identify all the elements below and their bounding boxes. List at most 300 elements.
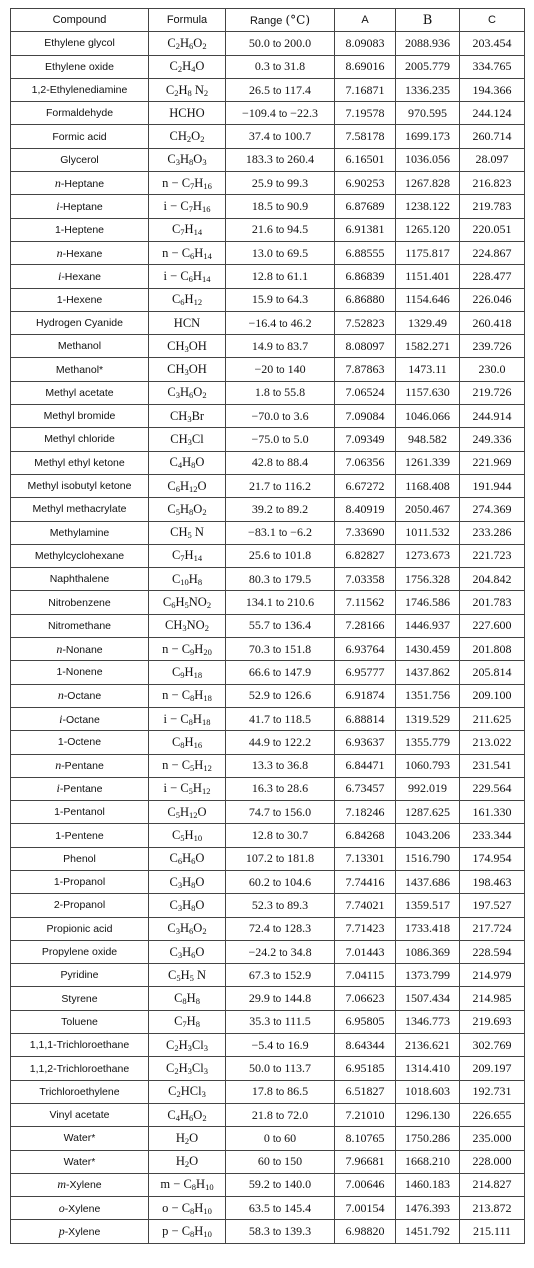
range-low: −70.0 [251,408,280,423]
coef-b-cell: 1336.235 [396,78,460,101]
range-joiner: to [273,714,282,726]
compound-cell [11,265,149,288]
range-cell [226,544,335,567]
formula-cell: $n - C_5H_{12}$ [149,754,226,777]
coef-c-cell: 209.197 [460,1057,525,1080]
range-low: 13.0 [251,245,273,260]
coef-a-cell: 8.69016 [335,55,396,78]
compound-name: 1-Pentanol [54,806,105,819]
coef-b-cell: 1733.418 [396,917,460,940]
formula-subscript: 7 [180,553,185,564]
coef-b-cell: 1018.603 [396,1080,460,1103]
coef-c-cell: 260.714 [460,125,525,148]
coef-a-cell: 6.95185 [335,1057,396,1080]
range-joiner: to [275,271,285,283]
compound-name: Phenol [63,852,96,865]
coef-a-cell: 6.91874 [335,684,396,707]
coef-c-cell: 334.765 [460,55,525,78]
range-high: 69.5 [287,245,309,260]
range-cell [226,102,335,125]
compound-prefix: i [56,199,60,214]
range-cell [226,568,335,591]
range-low: −24.2 [248,944,277,959]
table-row [11,78,525,101]
coef-c-cell: 201.808 [460,638,525,661]
range-low: 21.7 [249,478,271,493]
coef-c-cell: 214.979 [460,964,525,987]
range-joiner: to [272,667,282,679]
formula-cell: $C_5H_{10}$ [149,824,226,847]
range-high: 100.7 [284,129,312,144]
range-cell [226,801,335,824]
formula-subscript: 14 [203,250,212,261]
range-joiner: to [272,1203,282,1215]
range-low: 29.9 [248,991,270,1006]
compound-cell [11,405,149,428]
compound-name: 1,1,2-Trichloroethane [29,1062,130,1075]
range-low: 1.8 [254,385,270,400]
range-cell [226,195,335,218]
range-low: 50.0 [248,35,270,50]
compound-prefix: p [58,1224,65,1239]
formula-subscript: 2 [203,87,209,98]
compound-name: 1-Propanol [53,876,106,889]
coef-c-cell: 197.527 [460,894,525,917]
range-high: 34.8 [290,944,312,959]
table-row [11,591,525,614]
coef-a-cell: 7.16871 [335,78,396,101]
compound-name: -Octane [62,713,100,726]
compound-prefix: n [56,641,63,656]
coef-b-cell: 1151.401 [396,265,460,288]
compound-cell [11,521,149,544]
formula-subscript: 2 [202,40,207,51]
compound-name: Naphthalene [49,573,110,586]
compound-cell [11,1127,149,1150]
formula-subscript: 4 [177,460,183,471]
range-joiner: to [275,784,285,796]
range-joiner: to [272,970,282,982]
compound-name: -Xylene [64,1202,101,1215]
range-joiner: to [279,947,288,959]
compound-cell [11,568,149,591]
coef-a-cell: 7.87863 [335,358,396,381]
compound-cell [11,241,149,264]
formula-cell: $C_5H_{12}O$ [149,801,226,824]
coef-b-cell: 1373.799 [396,964,460,987]
compound-name: -Xylene [64,1226,101,1239]
coef-a-cell: 6.88555 [335,241,396,264]
formula-subscript: 18 [193,669,203,680]
formula-subscript: 4 [191,64,196,75]
range-low: 12.8 [251,828,273,843]
table-row [11,1103,525,1126]
table-row [11,148,525,171]
formula-subscript: 12 [189,483,198,494]
compound-name: Propionic acid [46,922,113,935]
range-joiner: to [272,388,282,400]
formula-cell: $C_4H_8O$ [149,451,226,474]
coef-a-cell: 8.08097 [335,335,396,358]
coef-b-cell: 1287.625 [396,801,460,824]
table-row [11,172,525,195]
range-cell [226,684,335,707]
coef-a-cell: 6.67272 [335,474,396,497]
formula-subscript: 8 [190,1205,195,1216]
range-cell [226,1173,335,1196]
compound-cell [11,964,149,987]
formula-cell: $CH_5$ N [149,521,226,544]
compound-name: 1-Pentene [55,829,104,842]
coef-a-cell: 7.71423 [335,917,396,940]
formula-subscript: 3 [202,157,207,168]
formula-cell: HCN [149,311,226,334]
range-low: 21.8 [251,1107,273,1122]
formula-subscript: 2 [174,1066,179,1076]
formula-subscript: 8 [180,739,185,750]
coef-b-cell: 1046.066 [396,405,460,428]
formula-cell: $i - C_8H_{18}$ [149,707,226,730]
table-row [11,311,525,334]
compound-name: Methylcyclohexane [34,549,125,562]
range-low: 25.9 [251,175,273,190]
compound-name: 1-Hexene [56,293,103,306]
coef-c-cell: 214.827 [460,1173,525,1196]
range-joiner: to [275,598,285,610]
range-cell [226,311,335,334]
header-c: C [460,9,525,32]
coef-c-cell: 191.944 [460,474,525,497]
range-low: 12.8 [251,268,273,283]
formula-subscript: 6 [180,297,185,308]
formula-subscript: 2 [200,134,205,145]
range-high: 128.3 [284,921,312,936]
coef-c-cell: 235.000 [460,1127,525,1150]
range-cell [226,381,335,404]
table-row [11,381,525,404]
coef-a-cell: 6.84268 [335,824,396,847]
range-high: 46.2 [290,315,312,330]
formula-subscript: 2 [202,506,207,517]
compound-cell [11,172,149,195]
coef-b-cell: 1351.756 [396,684,460,707]
range-cell [226,1127,335,1150]
formula-cell: $C_3H_8O$ [149,870,226,893]
formula-cell: $C_2H_3Cl_3$ [149,1034,226,1057]
coef-c-cell: 233.344 [460,824,525,847]
range-low: 183.3 [245,152,273,167]
coef-b-cell: 1750.286 [396,1127,460,1150]
range-joiner: to [275,900,285,912]
coef-b-cell: 1011.532 [396,521,460,544]
table-row [11,1080,525,1103]
range-cell [226,474,335,497]
table-row [11,894,525,917]
coef-b-cell: 1437.862 [396,661,460,684]
range-high: 140.0 [284,1177,312,1192]
coef-b-cell: 1086.369 [396,940,460,963]
coef-b-cell: 1451.792 [396,1220,460,1243]
range-joiner: to [278,528,288,540]
formula-cell: $H_2O$ [149,1150,226,1173]
coef-b-cell: 1157.630 [396,381,460,404]
formula-subscript: 6 [191,949,196,960]
compound-cell [11,311,149,334]
range-joiner: to [272,737,282,749]
formula-subscript: 7 [188,204,193,215]
compound-name: Trichloroethylene [39,1085,120,1098]
compound-name: Methanol* [55,363,104,376]
range-joiner: to [272,807,282,819]
formula-cell: $C_7H_{14}$ [149,544,226,567]
formula-subscript: 2 [176,1089,181,1100]
range-joiner: to [282,434,291,446]
coef-b-cell: 1756.328 [396,568,460,591]
range-joiner: to [275,831,285,843]
coef-b-cell: 1036.056 [396,148,460,171]
compound-name: 1-Heptene [54,223,105,236]
range-joiner: to [279,318,288,330]
coef-c-cell: 221.969 [460,451,525,474]
table-row [11,1197,525,1220]
table-row [11,358,525,381]
range-high: 151.8 [284,641,312,656]
coef-b-cell: 1460.183 [396,1173,460,1196]
range-joiner: to [272,1227,282,1239]
formula-cell: $C_8H_8$ [149,987,226,1010]
formula-subscript: 5 [176,972,181,983]
formula-subscript: 14 [193,553,203,564]
formula-cell: $C_3H_8O$ [149,894,226,917]
range-high: 94.5 [287,222,309,237]
range-joiner: to [275,225,285,237]
range-cell [226,1220,335,1243]
compound-name: Methanol [57,340,102,353]
formula-cell: $C_2H_8$ $N_2$ [149,78,226,101]
compound-name: -Heptane [59,201,103,214]
compound-cell [11,777,149,800]
range-cell [226,661,335,684]
coef-a-cell: 7.19578 [335,102,396,125]
compound-cell [11,1103,149,1126]
compound-name: Methyl chloride [44,433,115,446]
coef-b-cell: 1154.646 [396,288,460,311]
range-low: 67.3 [248,967,270,982]
formula-cell: $i - C_5H_{12}$ [149,777,226,800]
compound-name: Glycerol [60,153,99,166]
compound-name: Formic acid [52,130,107,143]
coef-b-cell: 1265.120 [396,218,460,241]
range-joiner: to [275,458,285,470]
coef-b-cell: 948.582 [396,428,460,451]
table-row [11,55,525,78]
header-range-unit: (°C) [285,13,311,28]
coef-a-cell: 8.64344 [335,1034,396,1057]
formula-subscript: 8 [190,693,195,704]
coef-b-cell: 992.019 [396,777,460,800]
coef-b-cell: 1175.817 [396,241,460,264]
formula-subscript: 12 [203,763,212,774]
formula-subscript: 8 [187,87,192,98]
formula-subscript: 7 [180,227,185,238]
range-high: 60 [284,1130,297,1145]
coef-c-cell: 205.814 [460,661,525,684]
coef-b-cell: 1168.408 [396,474,460,497]
coef-a-cell: 6.51827 [335,1080,396,1103]
formula-subscript: 3 [203,1042,208,1053]
range-low: −5.4 [251,1037,274,1052]
range-high: 101.8 [284,548,312,563]
formula-subscript: 5 [189,972,194,983]
compound-name: -Pentane [59,783,103,796]
range-high: 118.5 [284,711,311,726]
range-joiner: to [272,644,282,656]
formula-subscript: 6 [171,600,176,611]
compound-cell [11,451,149,474]
compound-cell [11,1150,149,1173]
coef-a-cell: 6.95805 [335,1010,396,1033]
coef-a-cell: 6.73457 [335,777,396,800]
table-row [11,405,525,428]
formula-cell: $CH_3Br$ [149,405,226,428]
range-low: 74.7 [248,804,270,819]
formula-subscript: 10 [205,1182,214,1193]
coef-b-cell: 1437.686 [396,870,460,893]
range-low: 72.4 [248,921,270,936]
coef-a-cell: 7.28166 [335,614,396,637]
range-high: 104.6 [284,874,312,889]
range-cell [226,1080,335,1103]
range-cell [226,428,335,451]
table-row [11,102,525,125]
formula-cell: $C_6H_6O$ [149,847,226,870]
compound-name: Methyl ethyl ketone [34,456,125,469]
coef-b-cell: 1319.529 [396,707,460,730]
formula-subscript: 14 [193,227,203,238]
range-joiner: to [272,691,282,703]
compound-prefix: i [57,268,62,283]
compound-name: Ethylene oxide [45,60,114,73]
range-low: 66.6 [248,664,270,679]
formula-cell: $C_4H_6O_2$ [149,1103,226,1126]
range-cell [226,1197,335,1220]
coef-b-cell: 2088.936 [396,32,460,55]
coef-c-cell: 226.046 [460,288,525,311]
compound-cell [11,801,149,824]
coef-b-cell: 1355.779 [396,731,460,754]
range-high: 126.6 [284,688,312,703]
range-cell [226,917,335,940]
range-joiner: to [275,504,285,516]
range-cell [226,55,335,78]
coef-c-cell: 228.000 [460,1150,525,1173]
compound-name: -Pentane [61,760,104,773]
coef-b-cell: 1507.434 [396,987,460,1010]
range-low: 39.2 [251,501,273,516]
compound-cell [11,847,149,870]
coef-b-cell: 1329.49 [396,311,460,334]
formula-subscript: 8 [191,902,196,913]
compound-cell [11,824,149,847]
coef-b-cell: 1346.773 [396,1010,460,1033]
compound-cell [11,1010,149,1033]
coef-c-cell: 192.731 [460,1080,525,1103]
table-row [11,754,525,777]
range-low: 52.9 [248,688,270,703]
coef-a-cell: 7.18246 [335,801,396,824]
formula-subscript: 3 [184,343,189,354]
coef-c-cell: 230.0 [460,358,525,381]
coef-b-cell: 1699.173 [396,125,460,148]
coef-b-cell: 2050.467 [396,498,460,521]
formula-subscript: 16 [193,739,203,750]
formula-subscript: 8 [189,506,194,517]
coef-c-cell: 194.366 [460,78,525,101]
compound-name: -Nonane [62,643,103,656]
table-row [11,847,525,870]
coef-b-cell: 1668.210 [396,1150,460,1173]
coef-b-cell: 1359.517 [396,894,460,917]
coef-b-cell: 2005.779 [396,55,460,78]
formula-subscript: 12 [201,786,211,797]
formula-subscript: 2 [202,1112,207,1123]
formula-subscript: 3 [177,949,183,960]
range-low: 21.6 [251,222,273,237]
range-joiner: to [273,1064,282,1075]
table-row [11,451,525,474]
range-low: −109.4 [242,105,276,120]
range-joiner: to [275,761,285,773]
range-joiner: to [272,994,282,1006]
coef-c-cell: 161.330 [460,801,525,824]
range-joiner: to [276,1040,285,1052]
range-low: 37.4 [248,129,270,144]
formula-cell: $n - C_8H_{18}$ [149,684,226,707]
table-row [11,1150,525,1173]
formula-cell: $C_5H_8O_2$ [149,498,226,521]
table-row [11,428,525,451]
formula-subscript: 10 [180,576,189,587]
range-cell [226,591,335,614]
coef-a-cell: 7.09349 [335,428,396,451]
range-high: 31.8 [284,59,306,74]
range-low: 0 [263,1130,270,1145]
compound-cell [11,731,149,754]
coef-a-cell: 7.06524 [335,381,396,404]
range-cell [226,614,335,637]
compound-name: -Octane [63,690,102,703]
range-cell [226,894,335,917]
formula-subscript: 5 [175,809,181,820]
compound-prefix: o [58,1200,65,1215]
compound-prefix: n [56,245,63,260]
formula-subscript: 12 [189,809,198,820]
table-row [11,777,525,800]
table-row [11,218,525,241]
table-row [11,731,525,754]
coef-c-cell: 204.842 [460,568,525,591]
coef-c-cell: 227.600 [460,614,525,637]
coef-c-cell: 213.022 [460,731,525,754]
coef-b-cell: 1060.793 [396,754,460,777]
table-row [11,1127,525,1150]
range-high: 136.4 [284,618,312,633]
compound-name: Formaldehyde [45,107,114,120]
range-joiner: to [272,621,282,633]
coef-a-cell: 7.33690 [335,521,396,544]
formula-subscript: 5 [188,786,193,797]
range-low: 44.9 [248,734,270,749]
